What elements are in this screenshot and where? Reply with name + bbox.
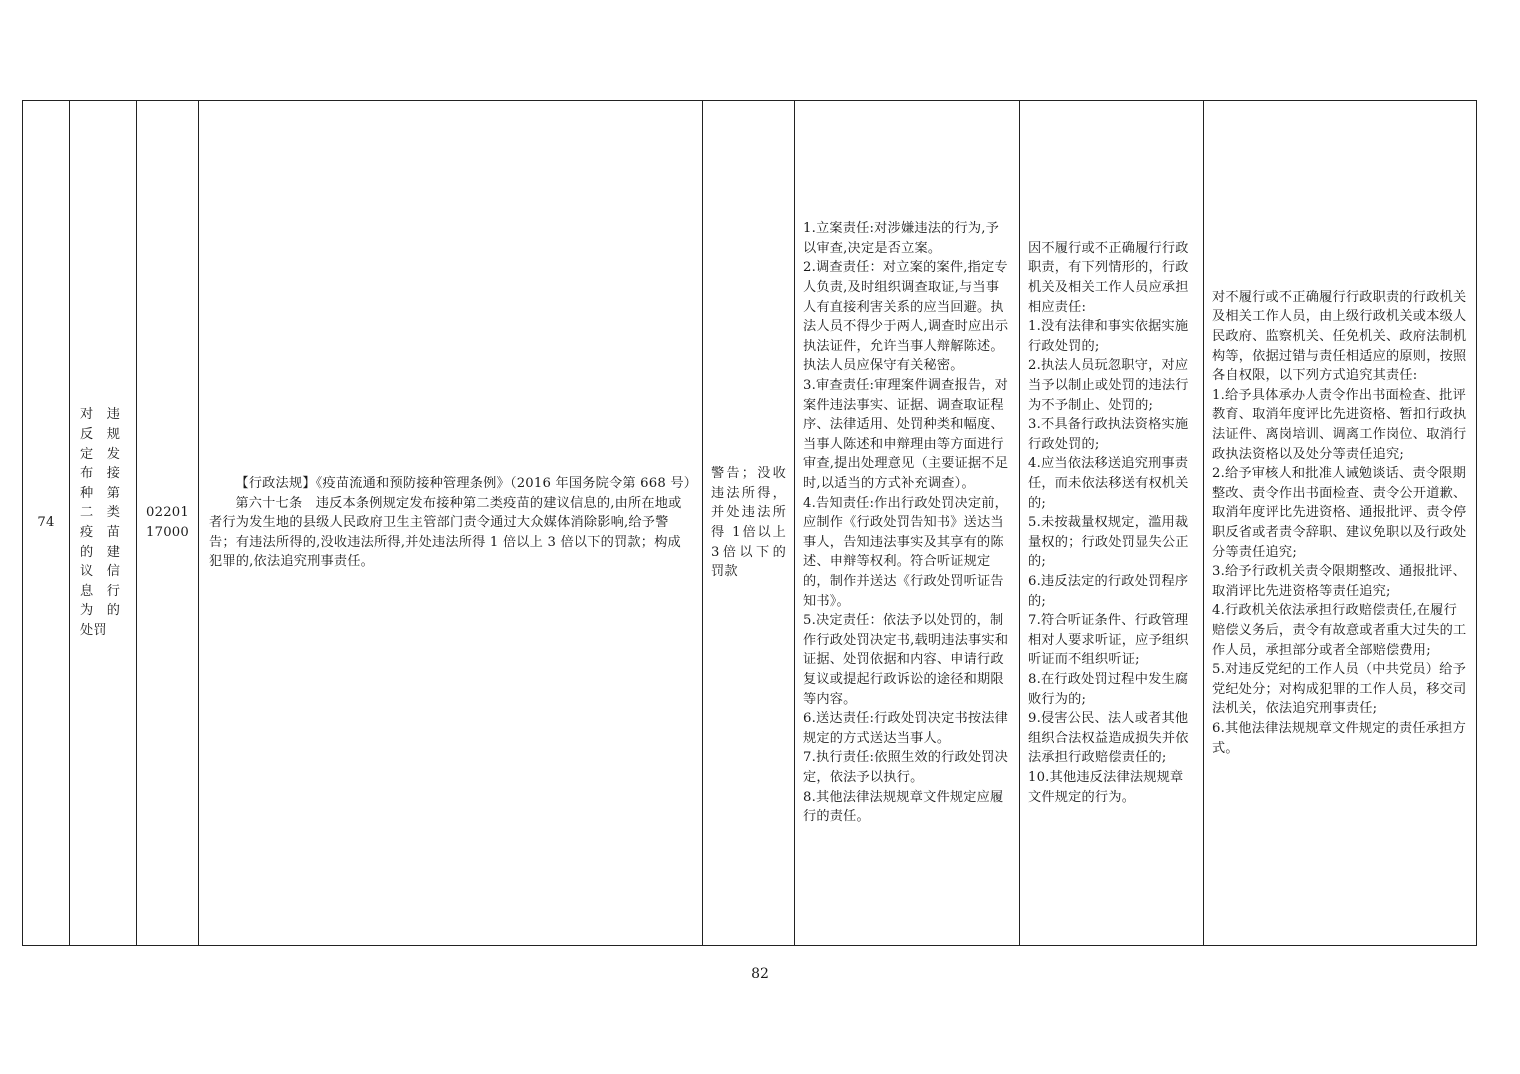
item-name-line: 布 接 <box>80 466 121 482</box>
duty-item: 2.调查责任：对立案的案件,指定专人负责,及时组织调查取证,与当事人有直接利害关系的应当回避。执法人员不得少于两人,调查时应出示执法证件，允许当事人辩解陈述。执法人员应保守有关秘密。 <box>803 260 1009 374</box>
duties-cell <box>795 101 1020 946</box>
duty-item: 5.决定责任：依法予以处罚的，制作行政处罚决定书,载明违法事实和证据、处罚依据和内容、申请行政复议或提起行政诉讼的途径和期限等内容。 <box>803 613 1009 707</box>
item-name-line: 为 的 <box>80 603 121 619</box>
liability-item: 6.违反法定的行政处罚程序的; <box>1028 573 1189 609</box>
accountability-item: 4.行政机关依法承担行政赔偿责任,在履行赔偿义务后，责令有故意或者重大过失的工作人员，承担部分或者全部赔偿费用; <box>1212 603 1467 658</box>
item-code <box>137 101 199 946</box>
item-name-line: 疫 苗 <box>80 525 121 540</box>
liability-item: 4.应当依法移送追究刑事责任，而未依法移送有权机关的; <box>1028 456 1189 511</box>
item-name-line: 的 建 <box>80 544 121 560</box>
liability-item: 2.执法人员玩忽职守，对应当予以制止或处罚的违法行为不予制止、处罚的; <box>1028 358 1189 413</box>
item-code-line: 02201 <box>146 505 189 521</box>
liability-item: 10.其他违反法律法规规章文件规定的行为。 <box>1028 769 1184 805</box>
item-name-line: 议 信 <box>80 564 121 580</box>
law-article: 第六十七条 违反本条例规定发布接种第二类疫苗的建议信息的,由所在地或者行为发生地的县级人民政府卫生主管部门责令通过大众媒体消除影响,给予警告；有违法所得的,没收违法所得,并处违法所得 1 倍以上 3 倍以下的罚款；构成犯罪的,依法追究刑事责任。 <box>209 495 682 570</box>
power-list-table <box>22 100 1477 946</box>
legal-basis <box>199 101 703 946</box>
item-code-line: 17000 <box>146 525 189 540</box>
item-name-line: 对 违 <box>80 407 121 423</box>
item-name-line: 反 规 <box>80 427 121 443</box>
liability-intro: 因不履行或不正确履行行政职责，有下列情形的，行政机关及相关工作人员应承担相应责任: <box>1028 240 1189 315</box>
liability-item: 5.未按裁量权规定，滥用裁量权的；行政处罚显失公正的; <box>1028 515 1189 570</box>
item-name <box>70 101 137 946</box>
accountability-item: 6.其他法律法规规章文件规定的责任承担方式。 <box>1212 720 1466 756</box>
accountability-item: 1.给予具体承办人责令作出书面检查、批评教育、取消年度评比先进资格、暂扣行政执法证件、离岗培训、调离工作岗位、取消行政执法资格以及处分等责任追究; <box>1212 387 1467 462</box>
accountability-item: 3.给予行政机关责令限期整改、通报批评、取消评比先进资格等责任追究; <box>1212 564 1466 599</box>
item-number: 74 <box>23 101 70 946</box>
item-name-line: 二 类 <box>80 505 121 521</box>
liability-item: 3.不具备行政执法资格实施行政处罚的; <box>1028 417 1189 452</box>
duty-item: 7.执行责任:依照生效的行政处罚决定，依法予以执行。 <box>803 750 1009 785</box>
liability-item: 7.符合听证条件、行政管理相对人要求听证，应予组织听证而不组织听证; <box>1028 613 1189 668</box>
item-name-line: 种 第 <box>80 485 121 501</box>
accountability-cell <box>1204 101 1477 946</box>
item-name-line: 息 行 <box>80 583 121 599</box>
duty-item: 4.告知责任:作出行政处罚决定前，应制作《行政处罚告知书》送达当事人，告知违法事实及其享有的陈述、申辩等权利。符合听证规定的，制作并送达《行政处罚听证告知书》。 <box>803 495 1009 609</box>
accountability-intro: 对不履行或不正确履行行政职责的行政机关及相关工作人员，由上级行政机关或本级人民政府、监察机关、任免机关、政府法制机构等，依据过错与责任相适应的原则，按照各自权限，以下列方式追究其责任: <box>1212 289 1467 384</box>
accountability-item: 2.给予审核人和批准人诫勉谈话、责令限期整改、责令作出书面检查、责令公开道歉、取消年度评比先进资格、通报批评、责令停职反省或者责令辞职、建议免职以及行政处分等责任追究; <box>1212 466 1467 560</box>
penalty-type: 警告；没收违法所得，并处违法所得 1倍以上3倍以下的罚款 <box>703 101 795 946</box>
liability-cell <box>1020 101 1204 946</box>
duty-item: 8.其他法律法规规章文件规定应履行的责任。 <box>803 789 1004 825</box>
page-number: 82 <box>751 966 769 982</box>
liability-item: 1.没有法律和事实依据实施行政处罚的; <box>1028 319 1189 354</box>
item-name-line: 处罚 <box>80 622 107 638</box>
duty-item: 6.送达责任:行政处罚决定书按法律规定的方式送达当事人。 <box>803 711 1009 746</box>
law-source: 【行政法规】《疫苗流通和预防接种管理条例》（2016 年国务院令第 668 号） <box>235 476 698 492</box>
liability-item: 9.侵害公民、法人或者其他组织合法权益造成损失并依法承担行政赔偿责任的; <box>1028 711 1189 766</box>
duty-item: 1.立案责任:对涉嫌违法的行为,予以审查,决定是否立案。 <box>803 221 1000 256</box>
duty-item: 3.审查责任:审理案件调查报告，对案件违法事实、证据、调查取证程序、法律适用、处罚种类和幅度、当事人陈述和申辩理由等方面进行审查,提出处理意见（主要证据不足时,以适当的方式补充调查）。 <box>803 378 1009 492</box>
table-row <box>23 101 1477 946</box>
accountability-item: 5.对违反党纪的工作人员（中共党员）给予党纪处分；对构成犯罪的工作人员，移交司法机关，依法追究刑事责任; <box>1212 662 1467 717</box>
item-name-line: 定 发 <box>80 446 121 462</box>
liability-item: 8.在行政处罚过程中发生腐败行为的; <box>1028 671 1189 707</box>
